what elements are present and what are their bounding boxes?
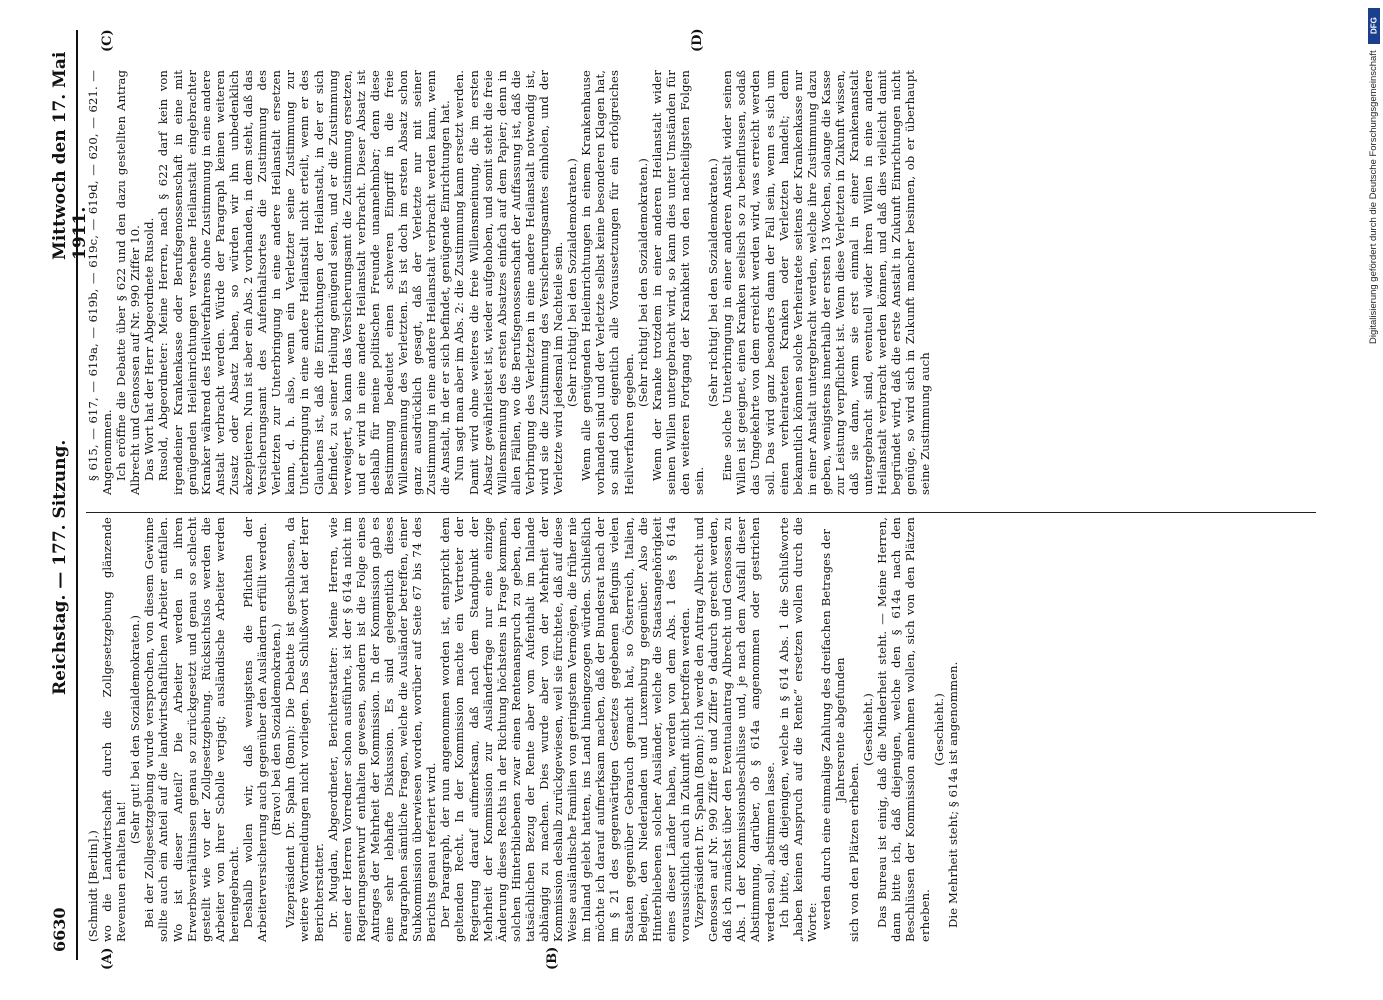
margin-letter-b: (B): [545, 946, 560, 970]
paragraph: Dr. Mugdan, Abgeordneter, Berichterstatter: Meine Herren, wie einer der Herren Vorredner schon ausführte, ist der § 614a nicht im Regierungsentwurf enthalten gewesen, sondern ist die Folge eines Antrages der Mehrheit der Kommission. In der Kommission gab es eine sehr lebhafte Diskussion. Es sind gelegentlich dieses Paragraphen sämtliche Fragen, welche die Ausländer betreffen, einer Subkommission überwiesen worden, worüber auf Seite 67 bis 74 des Berichts genau referiert wird.: [325, 517, 439, 942]
paragraph: Der Paragraph, der nun angenommen worden ist, entspricht dem geltenden Recht. In der Kommission machte ein Vertreter der Regierung darauf aufmerksam, daß nach dem Standpunkt der Mehrheit der Kommission zur Ausländerfrage nur eine einzige Änderung dieses Rechts in der Richtung höchstens in Frage kommen, solchen Hinterbliebenen zwar einen Rentenanspruch zu geben, den tatsächlichen Bezug der Rente aber vom Aufenthalt im Inlande abhängig zu machen. Dies wurde aber von der Mehrheit der Kommission deshalb zurückgewiesen, weil sie fürchtete, daß auf diese Weise ausländische Familien von geringstem Vermögen, die früher nie im Inland gelebt hatten, ins Land hineingezogen würden. Schließlich möchte ich darauf aufmerksam machen, daß der Bundesrat nach der im § 21 des gegenwärtigen Gesetzes gegebenen Befugnis vielen Staaten gegenüber Gebrauch gemacht hat, so Österreich, Italien, Belgien, den Niederlanden und Luxemburg gegenüber. Also die Hinterbliebenen solcher Ausländer, welche die Staatsangehörigkeit eines dieser Länder haben, werden von dem Abs. 1 des § 614a voraussichtlich auch in Zukunft nicht betroffen werden.: [438, 517, 692, 942]
paragraph: Eine solche Unterbringung in einer anderen Anstalt wider seinen Willen ist geeignet, einen Kranken seelisch so zu beeinflussen, sodaß das Umgekehrte von dem erreicht werden wird, was erreicht werden soll. Das wird ganz besonders dann der Fall sein, wenn es sich um einen verheirateten Kranken oder Verletzten handelt; denn bekanntlich können solche Verheiratete seitens der Krankenkasse nur in einer Anstalt untergebracht werden, welche ihre Zustimmung dazu geben, wenigstens innerhalb der ersten 13 Wochen, solange die Kasse zur Leistung verpflichtet ist. Wenn diese Verletzten in Zukunft wissen, daß sie dann, wenn sie erst einmal in einer Krankenanstalt untergebracht sind, eventuell wider ihren Willen in eine andere Heilanstalt verbracht werden können, und daß dies vielleicht damit begründet wird, daß die erste Anstalt in Zukunft Einrichtungen nicht genüge, so wird sich in Zukunft mancher besinnen, ob er überhaupt seine Zustimmung auch: [720, 70, 932, 495]
paragraph: Ich eröffne die Debatte über § 622 und den dazu gestellten Antrag Albrecht und Genossen auf Nr. 990 Ziffer 10.: [114, 70, 143, 495]
paragraph: Die Mehrheit steht; § 614a ist angenommen.: [945, 661, 960, 928]
dfg-logo: DFG: [1368, 8, 1380, 44]
margin-letter-d: (D): [690, 28, 705, 52]
paragraph: Rusold, Abgeordneter: Meine Herren, nach § 622 darf kein von irgendeiner Krankenkasse oder Berufsgenossenschaft in eine mit genügenden Heileinrichtungen versehene Heilanstalt eingebrachter Kranker während des Heilverfahrens ohne Zustimmung in eine andere Anstalt verbracht werden. Würde der Paragraph keinen weiteren Zusatz oder Absatz haben, so würden wir ihn unbedenklich akzeptieren. Nun ist aber ein Abs. 2 vorhanden, in dem steht, daß das Versicherungsamt des Aufenthaltsortes die Zustimmung des Verletzten zur Unterbringung in eine andere Heilanstalt ersetzen kann, d. h. also, wenn ein Verletzter seine Zustimmung zur Unterbringung in eine andere Heilanstalt nicht erteilt, wenn er des Glaubens ist, daß die Einrichtungen der Heilanstalt, in der er sich befindet, zu seiner Heilung genügend seien, und er die Zustimmung verweigert, so kann das Versicherungsamt die Zustimmung ersetzen, und er wird in eine andere Heilanstalt verbracht. Dieser Absatz ist deshalb für meine politischen Freunde unannehmbar; denn diese Bestimmung bedeutet einen schweren Eingriff in die freie Willensmeinung des Verletzten. Es ist doch im ersten Absatz schon ganz ausdrücklich gesagt, daß der Verletzte nur mit seiner Zustimmung in eine andere Heilanstalt verbracht werden kann, wenn die Anstalt, in der er sich befindet, genügende Einrichtungen hat.: [156, 70, 453, 495]
interjection: (Sehr richtig! bei den Sozialdemokraten.): [635, 158, 650, 407]
margin-letter-c: (C): [100, 29, 115, 52]
session-title: Reichstag. — 177. Sitzung.: [50, 439, 70, 695]
interjection: (Bravo! bei den Sozialdemokraten.): [269, 623, 284, 836]
interjection: (Sehr richtig! bei den Sozialdemokraten.): [706, 158, 721, 407]
interjection: (Sehr richtig! bei den Sozialdemokraten.): [565, 158, 580, 407]
paragraph: Vizepräsident Dr. Spahn (Bonn): Die Debatte ist geschlossen, da weitere Wortmeldungen nicht vorliegen. Das Schlußwort hat der Herr Berichterstatter.: [283, 517, 326, 942]
paragraph: Deshalb wollen wir, daß wenigstens die Pflichten der Arbeiterversicherung auch gegenüber den Ausländern erfüllt werden.: [241, 517, 270, 942]
column-divider: [86, 512, 1316, 513]
page-number: 6630: [50, 907, 69, 952]
paragraph: Das Wort hat der Herr Abgeordnete Rusold.: [142, 217, 157, 481]
interjection: (Sehr gut! bei den Sozialdemokraten.): [128, 615, 143, 845]
paragraph: Wenn der Kranke trotzdem in einer anderen Heilanstalt wider seinen Willen untergebracht wird, so kann dies unter Umständen für den weiteren Fortgang der Krankheit von den nachteiligsten Folgen sein.: [649, 70, 707, 495]
interjection: (Geschieht.): [931, 693, 946, 766]
paragraph: Das Bureau ist einig, daß die Minderheit steht. — Meine Herren, dann bitte ich, daß diejenigen, welche den § 614a nach den Beschlüssen der Kommission annehmen wollen, sich von den Plätzen erheben.: [875, 517, 932, 942]
right-column: [86, 70, 932, 495]
paragraph: Nun sagt man aber im Abs. 2: die Zustimmung kann ersetzt werden. Damit wird ohne weiteres die freie Willensmeinung, die im ersten Absatz gewährleistet ist, wieder aufgehoben, und somit steht die freie Willensmeinung des ersten Absatzes einfach auf dem Papier; denn in allen Fällen, wo die Berufsgenossenschaft der Auffassung ist, daß die Verbringung des Verletzten in eine andere Heilanstalt notwendig ist, wird sie die Zustimmung des Versicherungsamtes einholen, und der Verletzte wird jedesmal im Nachteile sein.: [452, 70, 566, 495]
paragraph: Vizepräsident Dr. Spahn (Bonn): Ich werde den Antrag Albrecht und Genossen auf Nr. 990 Ziffer 8 und Ziffer 9 dadurch gerecht werden, daß ich zunächst über den Eventualantrag Albrecht und Genossen zu Abs. 1 der Kommissionsbeschlüsse und, je nach dem Ausfall dieser Abstimmung, darüber, ob § 614a angenommen oder gestrichen werden soll, abstimmen lasse.: [692, 517, 777, 942]
paragraph: Ich bitte, daß diejenigen, welche in § 614 Abs. 1 die Schlußworte „haben keinen Anspruch auf die Rente“ ersetzen wollen durch die Worte:: [776, 517, 819, 942]
quoted-text: werden durch eine einmalige Zahlung des dreifachen Betrages der Jahresrente abgefunden: [818, 528, 847, 931]
paragraph: Bei der Zollgesetzgebung wurde versprochen, von diesem Gewinne sollte auch ein Anteil auf die landwirtschaftlichen Arbeiter entfallen. Wo ist dieser Anteil? Die Arbeiter werden in ihren Erwerbsverhältnissen genau so zurückgesetzt und genau so schlecht gestellt wie vor der Zollgesetzgebung. Rücksichtslos werden die Arbeiter von ihrer Scholle verjagt; ausländische Arbeiter werden hereingebracht.: [142, 517, 241, 942]
paragraph: § 615, — 617, — 619a, — 619b, — 619c, — 619d, — 620, — 621. — Angenommen.: [86, 70, 115, 495]
date-title: Mittwoch den 17. Mai 1911.: [50, 51, 90, 260]
paragraph: wo die Landwirtschaft durch die Zollgesetzgebung glänzende Revenuen erhalten hat!: [100, 517, 129, 942]
interjection: (Geschieht.): [861, 693, 876, 766]
margin-letter-a: (A): [100, 947, 115, 970]
digitization-credit: Digitalisierung gefördert durch die Deutsche Forschungsgemeinschaft: [1368, 50, 1379, 344]
paragraph: sich von den Plätzen erheben.: [847, 762, 862, 942]
left-column: [86, 517, 960, 942]
speaker-ref: (Schmidt [Berlin].): [86, 830, 100, 942]
paragraph: Wenn alle genügenden Heileinrichtungen in einem Krankenhause vorhanden sind und der Verletzte selbst keine besonderen Klagen hat, so sind doch eigentlich alle Voraussetzungen für ein erfolgreiches Heilverfahren gegeben.: [579, 70, 636, 495]
page-header: [46, 30, 90, 960]
